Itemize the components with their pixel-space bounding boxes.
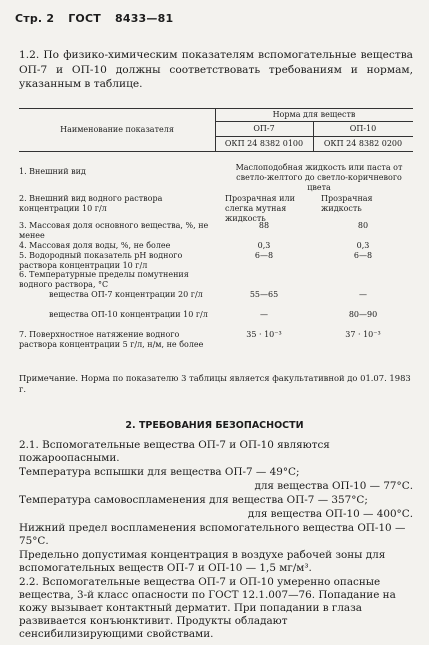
clause-2-1: 2.1. Вспомогательные вещества ОП-7 и ОП-10 являются пожароопасными. bbox=[19, 439, 330, 464]
table-row-op10-value: 80—90 bbox=[348, 310, 378, 319]
table-row-op10-value: 0,3 bbox=[356, 241, 370, 250]
table-note: Примечание. Норма по показателю 3 таблицы является факультативной до 01.07. 1983 г. bbox=[19, 373, 411, 394]
clause-1-2: 1.2. По физико-химическим показателям вспомогательные вещества ОП-7 и ОП-10 должны соответствовать требованиям и нормам, указанным в таблице. bbox=[19, 49, 413, 90]
okp-op7: ОКП 24 8382 0100 bbox=[224, 139, 304, 148]
okp-op10: ОКП 24 8382 0200 bbox=[323, 139, 403, 148]
gost-number: 8433—81 bbox=[115, 12, 174, 25]
table-row-name: 2. Внешний вид водного раствора концентрации 10 г/л bbox=[19, 194, 163, 213]
table-row-name: вещества ОП-10 концентрации 10 г/л bbox=[49, 310, 208, 319]
flash-point-op7: Температура вспышки для вещества ОП-7 — 49°С; bbox=[19, 466, 300, 478]
table-row-name: 1. Внешний вид bbox=[19, 167, 86, 176]
table-row-op7-value: 55—65 bbox=[249, 290, 279, 299]
clause-2-2: 2.2. Вспомогательные вещества ОП-7 и ОП-10 умеренно опасные вещества, 3-й класс опасности по ГОСТ 12.1.007—76. Попадание на кожу вызывает контактный дерматит. При попадании в глаза развивается конъюнктивит. Продукты обладают сенсибилизирующими свойствами. bbox=[19, 576, 396, 640]
table-row-merged-value: Маслоподобная жидкость или паста от светло-желтого до светло-коричневого цвета bbox=[235, 163, 403, 192]
column-header-norm: Норма для веществ bbox=[272, 110, 356, 119]
max-allowable-concentration: Предельно допустимая концентрация в воздухе рабочей зоны для вспомогательных веществ ОП-7 и ОП-10 — 1,5 мг/м³. bbox=[19, 549, 386, 574]
table-row-name: вещества ОП-7 концентрации 20 г/л bbox=[49, 290, 203, 299]
table-row-name: 7. Поверхностное натяжение водного раствора концентрации 5 г/л, н/м, не более bbox=[19, 330, 204, 349]
autoignition-op7: Температура самовоспламенения для вещества ОП-7 — 357°С; bbox=[19, 494, 368, 506]
table-row-op10-value: 6—8 bbox=[353, 251, 373, 260]
table-row-name: 6. Температурные пределы помутнения водного раствора, °С bbox=[19, 270, 189, 289]
flash-point-op10: для вещества ОП-10 — 77°С. bbox=[254, 480, 413, 492]
table-row-op7-value: 0,3 bbox=[257, 241, 271, 250]
table-row-name: 5. Водородный показатель pH водного раствора концентрации 10 г/л bbox=[19, 251, 183, 270]
table-top-rule bbox=[19, 108, 413, 109]
header-bottom-rule bbox=[19, 151, 413, 152]
page-header bbox=[15, 12, 183, 25]
table-row-op7-value: Прозрачная или слегка мутная жидкость bbox=[225, 194, 295, 223]
page-number: Стр. 2 bbox=[15, 12, 55, 25]
table-row-op10-value: 80 bbox=[357, 221, 369, 230]
norm-rule bbox=[215, 121, 413, 122]
table-row-op7-value: — bbox=[260, 310, 268, 319]
table-row-op7-value: 6—8 bbox=[254, 251, 274, 260]
autoignition-op10: для вещества ОП-10 — 400°С. bbox=[247, 508, 413, 520]
gost-label: ГОСТ bbox=[68, 12, 101, 25]
column-header-name: Наименование показателя bbox=[60, 125, 174, 134]
lower-flammability-limit: Нижний предел воспламенения вспомогательного вещества ОП-10 — 75°С. bbox=[19, 522, 406, 547]
table-row-op10-value: 37 · 10⁻³ bbox=[345, 330, 381, 339]
table-row-op7-value: 88 bbox=[258, 221, 270, 230]
section-2-title: 2. ТРЕБОВАНИЯ БЕЗОПАСНОСТИ bbox=[125, 420, 304, 431]
table-row-name: 3. Массовая доля основного вещества, %, не менее bbox=[19, 221, 209, 240]
op-rule bbox=[215, 136, 413, 137]
table-row-op7-value: 35 · 10⁻³ bbox=[246, 330, 282, 339]
column-header-op10: ОП-10 bbox=[349, 124, 377, 133]
table-row-name: 4. Массовая доля воды, %, не более bbox=[19, 241, 171, 250]
column-header-op7: ОП-7 bbox=[253, 124, 275, 133]
table-row-op10-value: — bbox=[359, 290, 367, 299]
table-row-op10-value: Прозрачная жидкость bbox=[321, 194, 373, 213]
